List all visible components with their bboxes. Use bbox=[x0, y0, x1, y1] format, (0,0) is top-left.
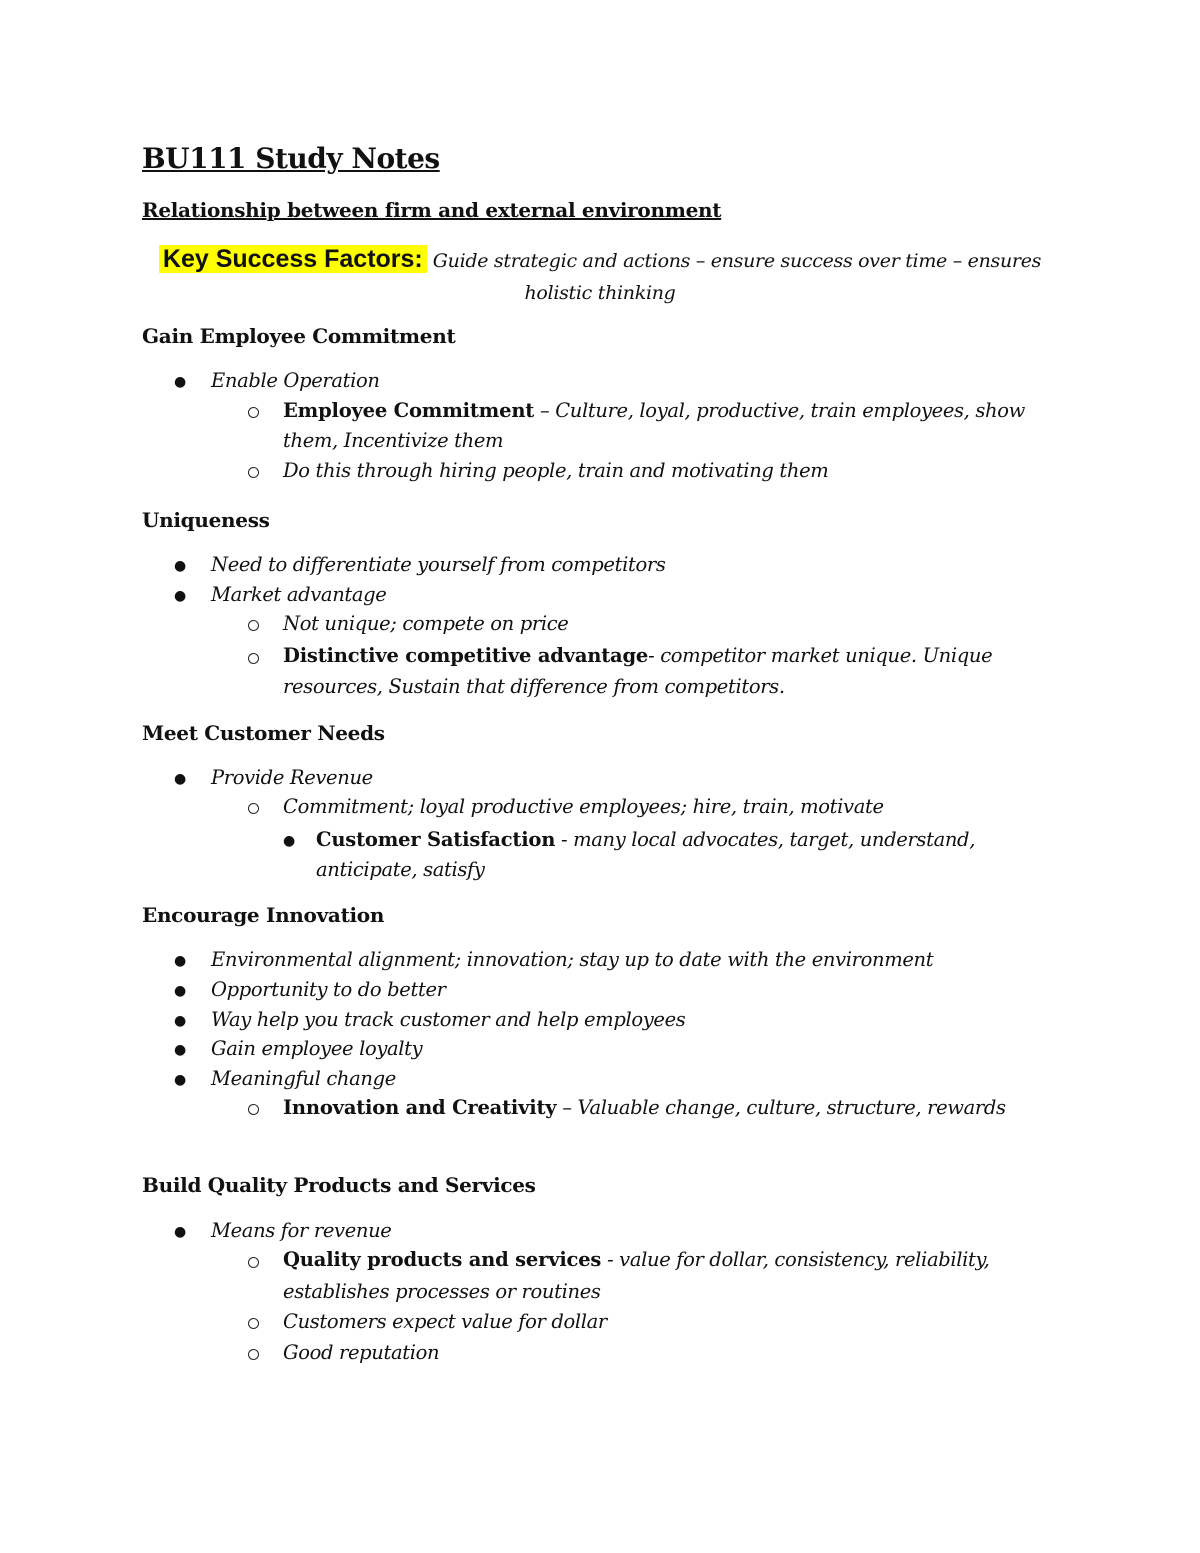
list-item: Do this through hiring people, train and motivating them bbox=[283, 459, 829, 482]
term-description: - many local advocates, target, understand, bbox=[555, 828, 976, 851]
list-item: Meaningful change bbox=[211, 1067, 396, 1090]
circle-bullet-icon bbox=[248, 1104, 259, 1115]
bullet-icon: ● bbox=[174, 771, 187, 787]
bullet-icon: ● bbox=[174, 1072, 187, 1088]
bullet-icon: ● bbox=[174, 588, 187, 604]
list-item-cont: anticipate, satisfy bbox=[316, 858, 485, 881]
key-success-factors-description: Guide strategic and actions – ensure success over time – ensures bbox=[432, 250, 1042, 272]
key-success-factors-description-cont: holistic thinking bbox=[524, 282, 676, 304]
section-heading-quality: Build Quality Products and Services bbox=[142, 1173, 536, 1197]
list-item: Commitment; loyal productive employees; hire, train, motivate bbox=[283, 795, 884, 818]
list-item bbox=[283, 1096, 1006, 1119]
circle-bullet-icon bbox=[248, 1318, 259, 1329]
document-subtitle: Relationship between firm and external environment bbox=[142, 198, 722, 222]
list-item bbox=[283, 399, 1025, 422]
term-description: - value for dollar, consistency, reliability, bbox=[601, 1248, 990, 1271]
term-description: – Culture, loyal, productive, train employees, show bbox=[534, 399, 1025, 422]
circle-bullet-icon bbox=[248, 803, 259, 814]
term: Customer Satisfaction bbox=[316, 828, 556, 851]
list-item bbox=[316, 828, 975, 851]
list-item: Good reputation bbox=[283, 1341, 440, 1364]
key-success-factors bbox=[142, 243, 1058, 309]
document-title: BU111 Study Notes bbox=[142, 142, 440, 175]
term: Distinctive competitive advantage bbox=[283, 644, 649, 667]
list-item: Need to differentiate yourself from competitors bbox=[211, 553, 666, 576]
key-success-factors-label: Key Success Factors: bbox=[159, 245, 427, 273]
term: Quality products and services bbox=[283, 1248, 602, 1271]
term-description: - competitor market unique. Unique bbox=[648, 644, 993, 667]
circle-bullet-icon bbox=[248, 1349, 259, 1360]
bullet-icon: ● bbox=[174, 374, 187, 390]
list-item: Provide Revenue bbox=[211, 766, 373, 789]
section-heading-employee: Gain Employee Commitment bbox=[142, 324, 456, 348]
list-item bbox=[283, 1248, 989, 1271]
list-item: Means for revenue bbox=[211, 1219, 392, 1242]
section-heading-customer: Meet Customer Needs bbox=[142, 721, 385, 745]
circle-bullet-icon bbox=[248, 620, 259, 631]
circle-bullet-icon bbox=[248, 407, 259, 418]
circle-bullet-icon bbox=[248, 467, 259, 478]
list-item: Opportunity to do better bbox=[211, 978, 446, 1001]
bullet-icon: ● bbox=[283, 833, 296, 849]
list-item: Way help you track customer and help employees bbox=[211, 1008, 686, 1031]
bullet-icon: ● bbox=[174, 1013, 187, 1029]
list-item: Not unique; compete on price bbox=[283, 612, 569, 635]
circle-bullet-icon bbox=[248, 653, 259, 664]
term: Innovation and Creativity bbox=[283, 1096, 557, 1119]
list-item: Gain employee loyalty bbox=[211, 1037, 423, 1060]
list-item-cont: them, Incentivize them bbox=[283, 429, 504, 452]
list-item-cont: establishes processes or routines bbox=[283, 1280, 601, 1303]
list-item: Market advantage bbox=[211, 583, 387, 606]
list-item bbox=[283, 644, 992, 667]
list-item-cont: resources, Sustain that difference from competitors. bbox=[283, 675, 785, 698]
bullet-icon: ● bbox=[174, 1042, 187, 1058]
list-item: Customers expect value for dollar bbox=[283, 1310, 607, 1333]
term-description: – Valuable change, culture, structure, rewards bbox=[556, 1096, 1006, 1119]
circle-bullet-icon bbox=[248, 1257, 259, 1268]
section-heading-innovation: Encourage Innovation bbox=[142, 903, 385, 927]
section-heading-uniqueness: Uniqueness bbox=[142, 508, 270, 532]
list-item: Environmental alignment; innovation; stay up to date with the environment bbox=[211, 948, 934, 971]
bullet-icon: ● bbox=[174, 1224, 187, 1240]
bullet-icon: ● bbox=[174, 983, 187, 999]
term: Employee Commitment bbox=[283, 399, 535, 422]
bullet-icon: ● bbox=[174, 953, 187, 969]
bullet-icon: ● bbox=[174, 558, 187, 574]
list-item: Enable Operation bbox=[211, 369, 380, 392]
